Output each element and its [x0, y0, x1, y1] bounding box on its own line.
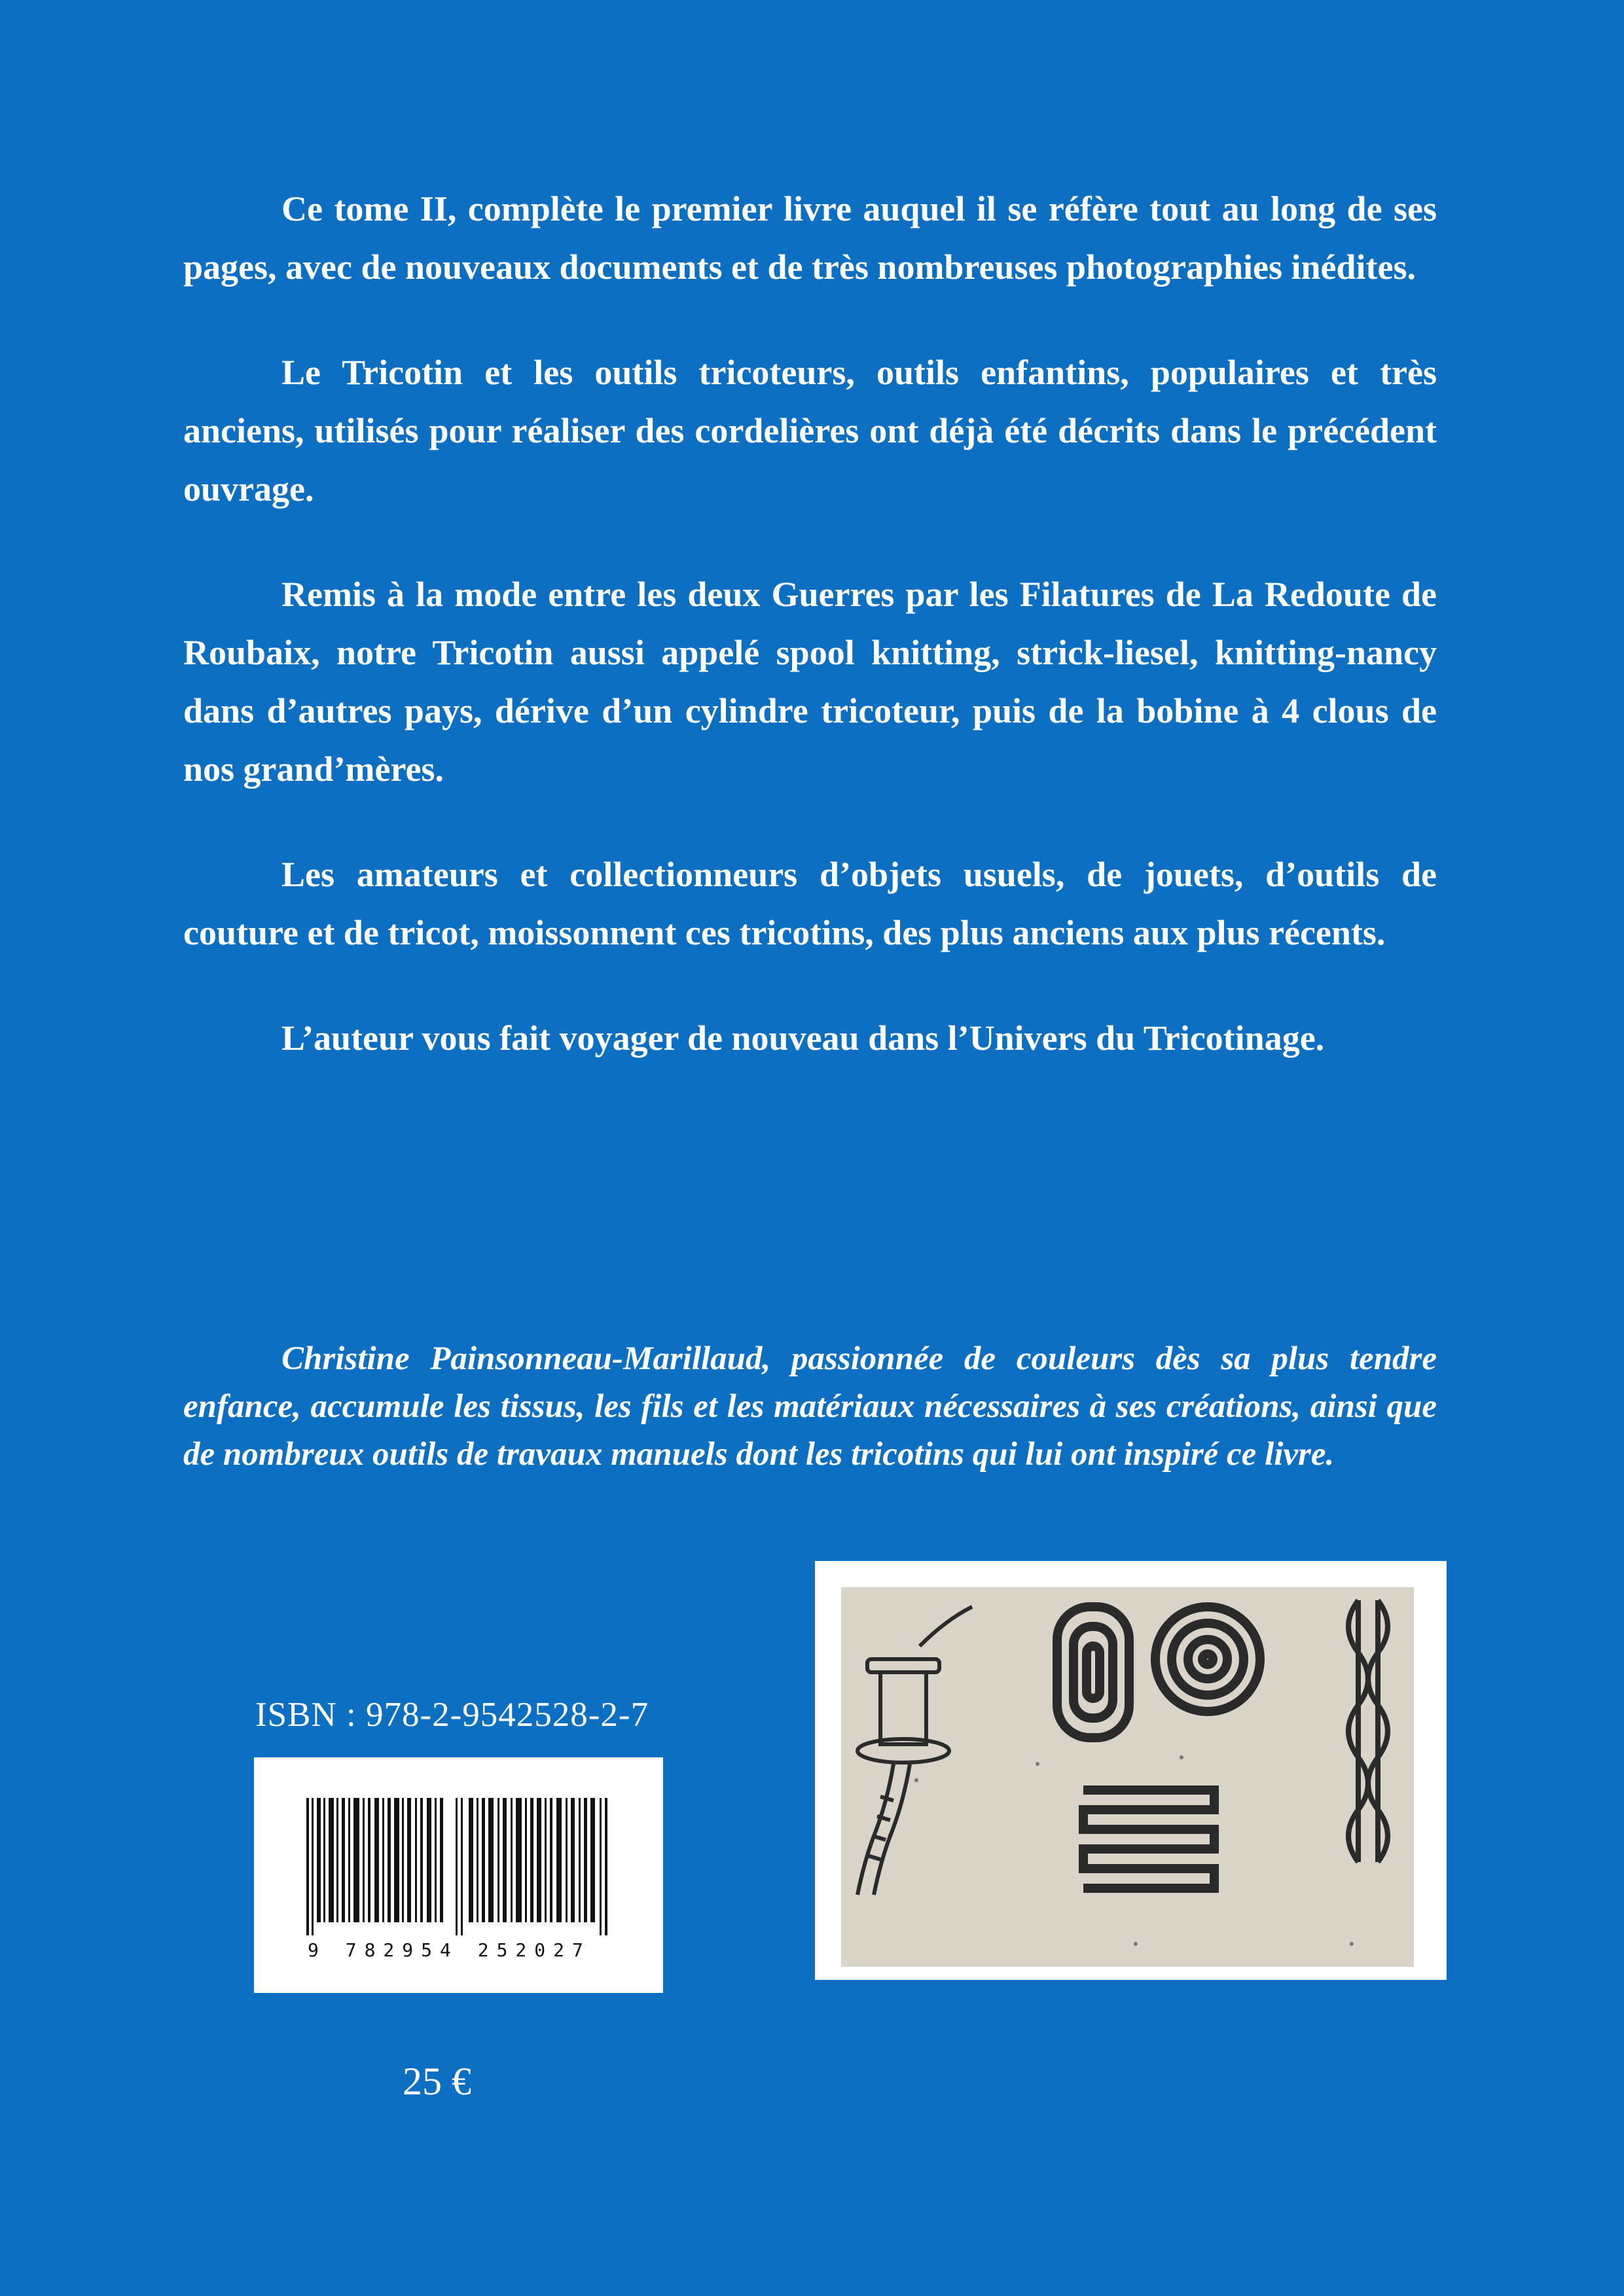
- knitting-drawings-icon: [841, 1587, 1414, 1967]
- oval-coil-icon: [1057, 1607, 1129, 1738]
- illustration-paper: [841, 1587, 1414, 1967]
- author-bio: Christine Painsonneau-Marillaud, passionnée de couleurs dès sa plus tendre enfance, accumule les tissus, les fils et les matériaux nécessaires à ses créations, ainsi que de nombreux outils de travaux manuels dont les tricotins qui lui ont inspiré ce livre.: [183, 1340, 1437, 1473]
- barcode-icon: [306, 1798, 614, 1935]
- price: 25 €: [403, 2060, 471, 2103]
- barcode: [254, 1757, 663, 1993]
- blurb-paragraph-2: Le Tricotin et les outils tricoteurs, outils enfantins, populaires et très anciens, utilisés pour réaliser des cordelières ont déjà été décrits dans le précédent ouvrage.: [183, 353, 1437, 509]
- braid-icon: [1348, 1600, 1388, 1862]
- spool-icon: [857, 1607, 972, 1895]
- blurb-paragraph-4: Les amateurs et collectionneurs d’objets usuels, de jouets, d’outils de couture et de tricot, moissonnent ces tricotins, des plus anciens aux plus récents.: [183, 855, 1437, 952]
- blurb-paragraph-5: L’auteur vous fait voyager de nouveau dans l’Univers du Tricotinage.: [281, 1018, 1325, 1058]
- barcode-digits: 9 782954 252027: [308, 1939, 591, 1961]
- knitting-illustration: [815, 1561, 1447, 1980]
- blurb-paragraph-1: Ce tome II, complète le premier livre auquel il se réfère tout au long de ses pages, avec de nouveaux documents et de très nombreuses photographies inédites.: [183, 189, 1437, 287]
- blurb-paragraph-3: Remis à la mode entre les deux Guerres par les Filatures de La Redoute de Roubaix, notre Tricotin aussi appelé spool knitting, strick-liesel, knitting-nancy dans d’autres pays, dérive d’un cylindre tricoteur, puis de la bobine à 4 clous de nos grand’mères.: [183, 575, 1437, 789]
- isbn: ISBN : 978-2-9542528-2-7: [255, 1696, 649, 1734]
- zigzag-cord-icon: [1083, 1790, 1214, 1888]
- blurb: [183, 180, 1437, 1115]
- round-coil-icon: [1155, 1607, 1260, 1712]
